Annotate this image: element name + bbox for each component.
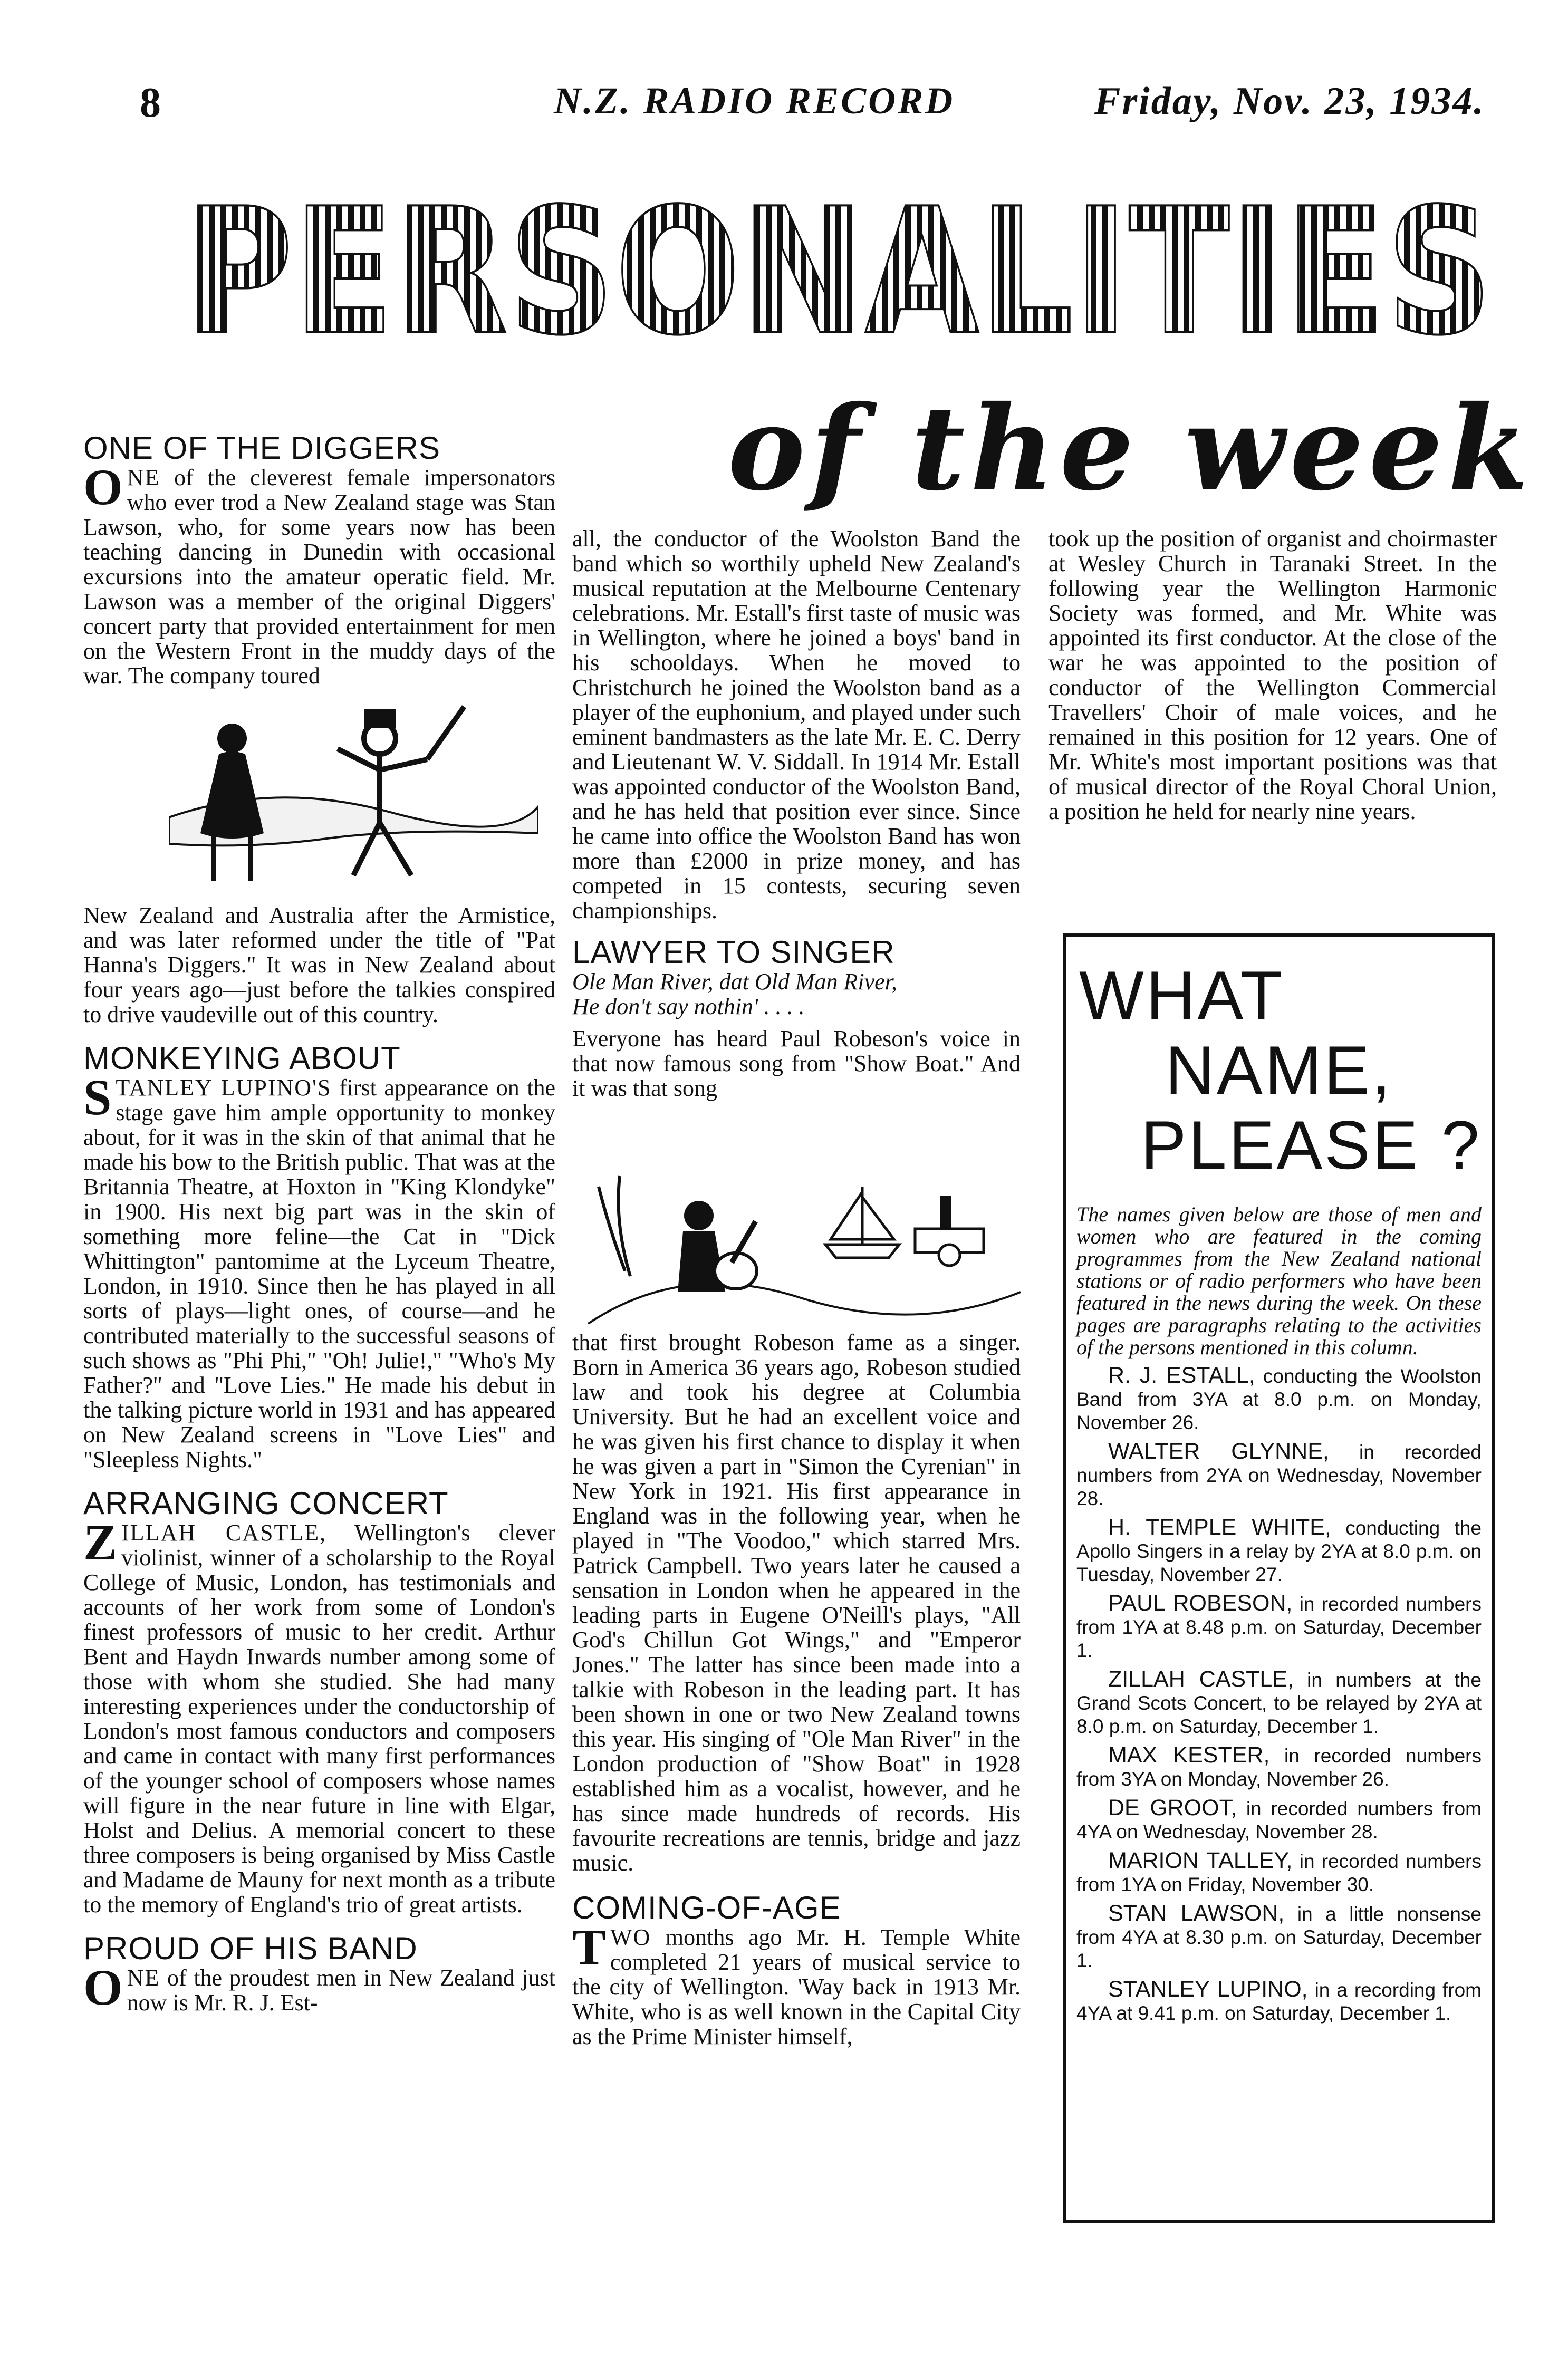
list-item: DE GROOT, in recorded numbers from 4YA on Wednesday, November 28. <box>1076 1795 1482 1843</box>
what-name-please-box <box>1063 933 1495 2223</box>
list-item: MAX KESTER, in recorded numbers from 3YA on Monday, November 26. <box>1076 1742 1482 1790</box>
coming-paragraph: TWO months ago Mr. H. Temple White completed 21 years of musical service to the city of Wellington. 'Way back in 1913 Mr. White, who is as well known in the Capital City as the Prime Minister himself, <box>572 1919 1021 2049</box>
list-item: H. TEMPLE WHITE, conducting the Apollo Singers in a relay by 2YA at 8.0 p.m. on Tuesday, November 27. <box>1076 1515 1482 1585</box>
monkeying-heading: MONKEYING ABOUT <box>83 1040 401 1076</box>
page-number: 8 <box>140 80 161 126</box>
monkeying-paragraph: STANLEY LUPINO'S first appearance on the stage gave him ample opportunity to monkey about, for it was in the skin of that animal that he made his bow to the British public. That was at the Britannia Theatre, at Hoxton in "King Klondyke" in 1900. His next big part was in the skin of something more feline—the Cat in "Dick Whittington" pantomime at the Lyceum Theatre, London, in 1910. Since then he has played in all sorts of plays—light ones, of course—and he contributed materially to the successful seasons of such shows as "Phi Phi," "Oh! Julie!," "Who's My Father?" and "Love Lies." He made his debut in the talking picture world in 1931 and has appeared on New Zealand screens in "Love Lies" and "Sleepless Nights." <box>83 1069 555 1472</box>
lawyer-continued: that first brought Robeson fame as a singer. Born in America 36 years ago, Robeson studied law and took his degree at Columbia University. But he had an excellent voice and he was given his first chance to display it when he was given a part in "Simon the Cyrenian" in New York in 1921. His first appearance in England was in the following year, when he played in "The Voodoo," which starred Mrs. Patrick Campbell. Two years later he caused a sensation in London when he appeared in the leading parts in Eugene O'Neill's plays, "All God's Chillun Got Wings," and "Emperor Jones." The latter has since been made into a talkie with Robeson in the leading part. It has been shown in one or two New Zealand towns this year. His singing of "Ole Man River" in the London production of "Show Boat" in 1928 established him as a vocalist, however, and he has since made hundreds of records. His favourite recreations are tennis, bridge and jazz music. <box>572 1329 1021 1876</box>
box-title <box>1076 958 1482 1182</box>
publication-name: N.Z. RADIO RECORD <box>554 80 955 122</box>
lawyer-paragraph: Everyone has heard Paul Robeson's voice in that now famous song from "Show Boat." And it was that song <box>572 1026 1021 1101</box>
column-1-upper <box>83 431 555 688</box>
list-item: R. J. ESTALL, conducting the Woolston Band from 3YA at 8.0 p.m. on Monday, November 26. <box>1076 1363 1482 1433</box>
box-title-line-2: NAME, <box>1165 1032 1393 1109</box>
column-2-lower <box>572 1330 1021 2049</box>
issue-date: Friday, Nov. 23, 1934. <box>1094 80 1485 123</box>
list-item: STAN LAWSON, in a little nonsense from 4YA at 8.30 p.m. on Saturday, December 1. <box>1076 1901 1482 1971</box>
diggers-paragraph: ONE of the cleverest female impersonators who ever trod a New Zealand stage was Stan Lawson, who, for some years now has been teaching dancing in Dunedin with occasional excursions into the amateur operatic field. Mr. Lawson was a member of the original Diggers' concert party that provided entertainment for men on the Western Front in the muddy days of the war. The company toured <box>83 459 555 689</box>
box-intro: The names given below are those of men and women who are featured in the coming programmes from the New Zealand national stations or of radio performers who have been featured in the news during the week. On these pages are paragraphs relating to the activities of the persons mentioned in this column. <box>1076 1202 1482 1359</box>
page-subtitle: of the week <box>728 380 1534 516</box>
list-item: WALTER GLYNNE, in recorded numbers from 2YA on Wednesday, November 28. <box>1076 1439 1482 1509</box>
diggers-continued: New Zealand and Australia after the Armistice, and was later reformed under the title of "Pat Hanna's Diggers." It was in New Zealand about four years ago—just before the talkies conspired to drive vaudeville out of this country. <box>83 902 555 1027</box>
column-2-upper <box>572 526 1021 1101</box>
show-boat-illustration <box>578 1165 1026 1329</box>
dancer-female-figure <box>200 724 264 881</box>
page-title-text: PERSONALITIES <box>185 171 1493 369</box>
lawyer-quote-line-1: Ole Man River, dat Old Man River, <box>572 969 897 995</box>
page-title-art <box>174 158 1503 369</box>
diggers-heading: ONE OF THE DIGGERS <box>83 430 440 466</box>
steamboat-figure <box>915 1197 984 1266</box>
diggers-illustration <box>169 701 538 898</box>
concert-paragraph: ZILLAH CASTLE, Wellington's clever violinist, winner of a scholarship to the Royal College of Music, London, has testimonials and accounts of her work from some of London's finest professors of music to her credit. Arthur Bent and Haydn Inwards number among some of those with whom she studied. She had many interesting experiences under the conductorship of London's most famous conductors and composers and came in contact with many first performances of the younger school of composers whose names will figure in the near future in line with Elgar, Holst and Delius. A memorial concert to these three composers is being organised by Miss Castle and Madame de Mauny for next month as a tribute to the memory of England's trio of great artists. <box>83 1514 555 1917</box>
band-continued: all, the conductor of the Woolston Band the band which so worthily upheld New Zealand's musical reputation at the Melbourne Centenary celebrations. Mr. Estall's first taste of music was in Wellington, where he joined a boys' band in his schooldays. When he moved to Christchurch he joined the Woolston band as a player of the euphonium, and played under such eminent bandmasters as the late Mr. E. C. Derry and Lieutenant W. V. Siddall. In 1914 Mr. Estall was appointed conductor of the Woolston Band, and he has held that position ever since. Since he came into office the Woolston Band has won more than £2000 in prize money, and has competed in 15 contests, securing seven championships. <box>572 526 1021 923</box>
list-item: ZILLAH CASTLE, in numbers at the Grand Scots Concert, to be relayed by 2YA at 8.0 p.m. on Saturday, December 1. <box>1076 1666 1482 1737</box>
column-1-lower <box>83 903 555 2015</box>
box-title-line-3: PLEASE ? <box>1140 1106 1482 1183</box>
list-item: MARION TALLEY, in recorded numbers from 1YA on Friday, November 30. <box>1076 1848 1482 1895</box>
list-item: STANLEY LUPINO, in a recording from 4YA at 9.41 p.m. on Saturday, December 1. <box>1076 1977 1482 2024</box>
dancer-male-figure <box>338 707 464 875</box>
coming-continued: took up the position of organist and choirmaster at Wesley Church in Taranaki Street. In the following year the Wellington Harmonic Society was formed, and Mr. White was appointed its first conductor. At the close of the war he was appointed to the position of conductor of the Wellington Commercial Travellers' Choir of male voices, and he remained in this position for 12 years. One of Mr. White's most important positions was that of musical director of the Royal Choral Union, a position he held for nearly nine years. <box>1048 526 1497 824</box>
band-paragraph: ONE of the proudest men in New Zealand just now is Mr. R. J. Est- <box>83 1959 555 2016</box>
banjo-player-figure <box>678 1201 758 1292</box>
band-heading: PROUD OF HIS BAND <box>83 1931 418 1966</box>
box-title-line-1: WHAT <box>1079 957 1285 1034</box>
lawyer-quote-line-2: He don't say nothin' . . . . <box>572 994 805 1019</box>
sailing-ship-figure <box>825 1187 899 1258</box>
column-3-upper <box>1048 526 1497 824</box>
list-item: PAUL ROBESON, in recorded numbers from 1YA at 8.48 p.m. on Saturday, December 1. <box>1076 1591 1482 1661</box>
concert-heading: ARRANGING CONCERT <box>83 1486 449 1521</box>
lawyer-heading: LAWYER TO SINGER <box>572 934 895 970</box>
coming-heading: COMING-OF-AGE <box>572 1890 841 1925</box>
